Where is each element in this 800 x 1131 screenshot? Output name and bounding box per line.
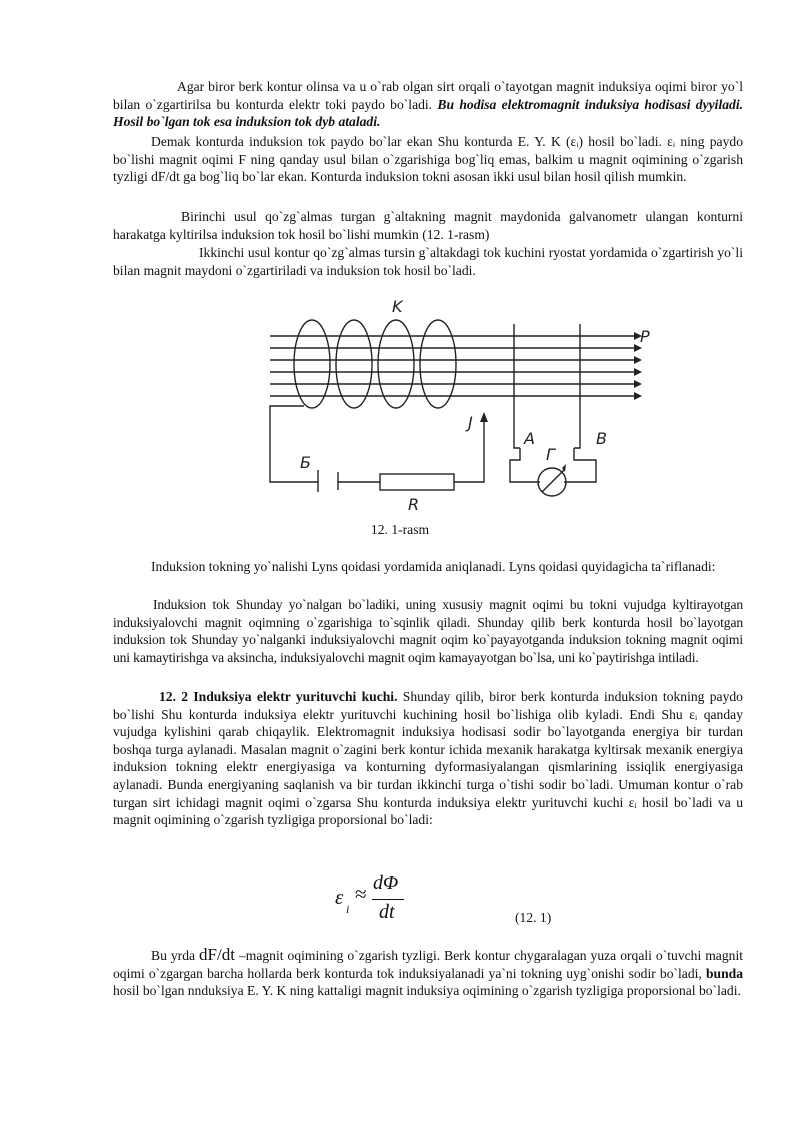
text-lenz-rule: Induksion tok Shunday yo`nalgan bo`ladiki, uning xususiy magnit oqimi bu tokni vujudga kyltirayotgan induksiyalovchi magnit oqimning o`zgarishiga to`sqinlik qiladi. Shunday qilib berk konturda hosil bo`layotgan induksion tok Shunday yo`nalganki induksiyalovchi magnit oqim ko`payayotganda induksion tokning magnit oqimi uni kamaytirishga va aksincha, induksiyalovchi magnit oqim kamayayotgan bo`lsa, uni ko`paytirishga intiladi.	[113, 597, 743, 665]
paragraph-lenz-rule	[113, 596, 743, 666]
formula-approx: ≈	[355, 882, 367, 906]
formula-sub: i	[346, 902, 350, 916]
paragraph-method-one	[113, 208, 743, 243]
paragraph-section-12-2	[113, 688, 743, 829]
label-galvanometer: Г	[546, 445, 555, 464]
contour-a	[514, 324, 520, 448]
label-battery: Б	[300, 453, 311, 472]
text-conclusion-bold: bunda	[705, 965, 743, 981]
label-current: J	[468, 413, 473, 432]
figure-induction-circuit	[262, 296, 660, 518]
text-conclusion: –magnit oqimining o`zgarish tyzligi. Berk kontur chygaralagan yuza orqali o`tuvchi magnit oqimi o`zgargan barcha hollarda berk konturda tok induksiyalanadi ya`ni tokning uyg`onishi sodir bo`ladi,	[113, 948, 743, 981]
label-contact-b: B	[596, 429, 607, 448]
formula-emf	[335, 872, 455, 928]
coil-loop	[378, 320, 414, 408]
figure-caption: 12. 1-rasm	[370, 522, 430, 537]
coil-loop	[420, 320, 456, 408]
formula-number: (12. 1)	[515, 910, 552, 925]
text-dfdt: dF/dt	[199, 945, 235, 964]
formula-fraction-bar	[372, 899, 404, 900]
resistor	[380, 474, 454, 490]
formula-lhs: ε	[335, 885, 344, 909]
text-section-12-2: Shunday qilib, biror berk konturda induksion tokning paydo bo`lishi Shu konturda induksiya elektr yurituvchi kuchining hosil bo`lishiga olib kyladi. Endi Shu εᵢ qanday vujudga kylishini qarab chiqaylik. Elektromagnit induksiya hodisasi sodir bo`layotganda energiya bir turdan boshqa turga aylanadi. Masalan magnit o`zagini berk kontur ichida mexanik harakatga kyltirsak mexanik energiya induksion tokning elektr energiyasiga va konturning dyformasiyalangan qismlarining issiqlik energiyasiga aylanadi. Bunda energiyaning saqlanish va bir turdan ikkinchi turga o`tishi sodir bo`ladi. Umuman kontur o`rab turgan sirt ichidagi magnit oqimi o`zgarsa Shu konturda induksiya elektr yurituvchi kuchi εᵢ hosil bo`ladi va u magnit oqimining o`zgarish tyzligiga proporsional bo`ladi:	[113, 689, 743, 828]
text-intro: Agar biror berk kontur olinsa va u o`rab olgan sirt orqali o`tayotgan magnit induksiya oqimi biror yo`l bilan o`zgartirilsa bu konturda elektr toki paydo bo`ladi.	[113, 79, 743, 112]
formula-denominator: dt	[379, 901, 395, 923]
text-method-one: Birinchi usul qo`zg`almas turgan g`altakning magnit maydonida galvanometr ulangan konturni harakatga kyltirilsa induksion tok hosil bo`lishi mumkin (12. 1-rasm)	[113, 209, 743, 242]
label-coil: K	[392, 297, 403, 316]
text-definition-bold: Bu hodisa elektromagnit induksiya hodisasi dyyiladi. Hosil bo`lgan tok esa induksion tok dyb ataladi.	[113, 96, 743, 130]
paragraph-lenz-intro	[113, 558, 743, 576]
coil-loop	[336, 320, 372, 408]
formula-numerator: dΦ	[373, 872, 399, 894]
contour-b	[574, 324, 580, 448]
text-conclusion-end: hosil bo`lgan nnduksiya E. Y. K ning kattaligi magnit induksiya oqimining o`zgarish tyzligiga proporsional bo`ladi.	[113, 983, 741, 999]
label-field: P	[640, 327, 650, 346]
label-contact-a: A	[524, 429, 535, 448]
label-resistor: R	[408, 495, 420, 514]
galvanometer-needle	[542, 470, 564, 492]
paragraph-emf	[113, 133, 743, 186]
wire-b-galv	[564, 448, 596, 482]
text-emf: Demak konturda induksion tok paydo bo`lar ekan Shu konturda E. Y. K (εᵢ) hosil bo`ladi. εᵢ ning paydo bo`lishi magnit oqimi F ning qanday usul bilan o`zgarishiga bog`liq emas, balkim u magnit oqimining o`zgarish tyzligi dF/dt ga bog`liq bo`lar ekan. Konturda induksion tokni asosan ikki usul bilan hosil qilish mumkin.	[113, 134, 743, 185]
text-method-two: Ikkinchi usul kontur qo`zg`almas tursin g`altakdagi tok kuchini ryostat yordamida o`zgartirish yo`li bilan magnit maydoni o`zgartiriladi va induksion tok hosil bo`ladi.	[113, 245, 743, 278]
wire-a-galv	[510, 448, 540, 482]
paragraph-method-two	[113, 244, 743, 279]
text-conclusion-start: Bu yrda	[151, 948, 196, 963]
text-lenz-intro: Induksion tokning yo`nalishi Lyns qoidasi yordamida aniqlanadi. Lyns qoidasi quyidagicha ta`riflanadi:	[151, 559, 716, 574]
paragraph-definition	[113, 78, 743, 131]
coil-loop	[294, 320, 330, 408]
section-heading: 12. 2 Induksiya elektr yurituvchi kuchi.	[159, 689, 398, 704]
paragraph-conclusion	[113, 946, 743, 1000]
